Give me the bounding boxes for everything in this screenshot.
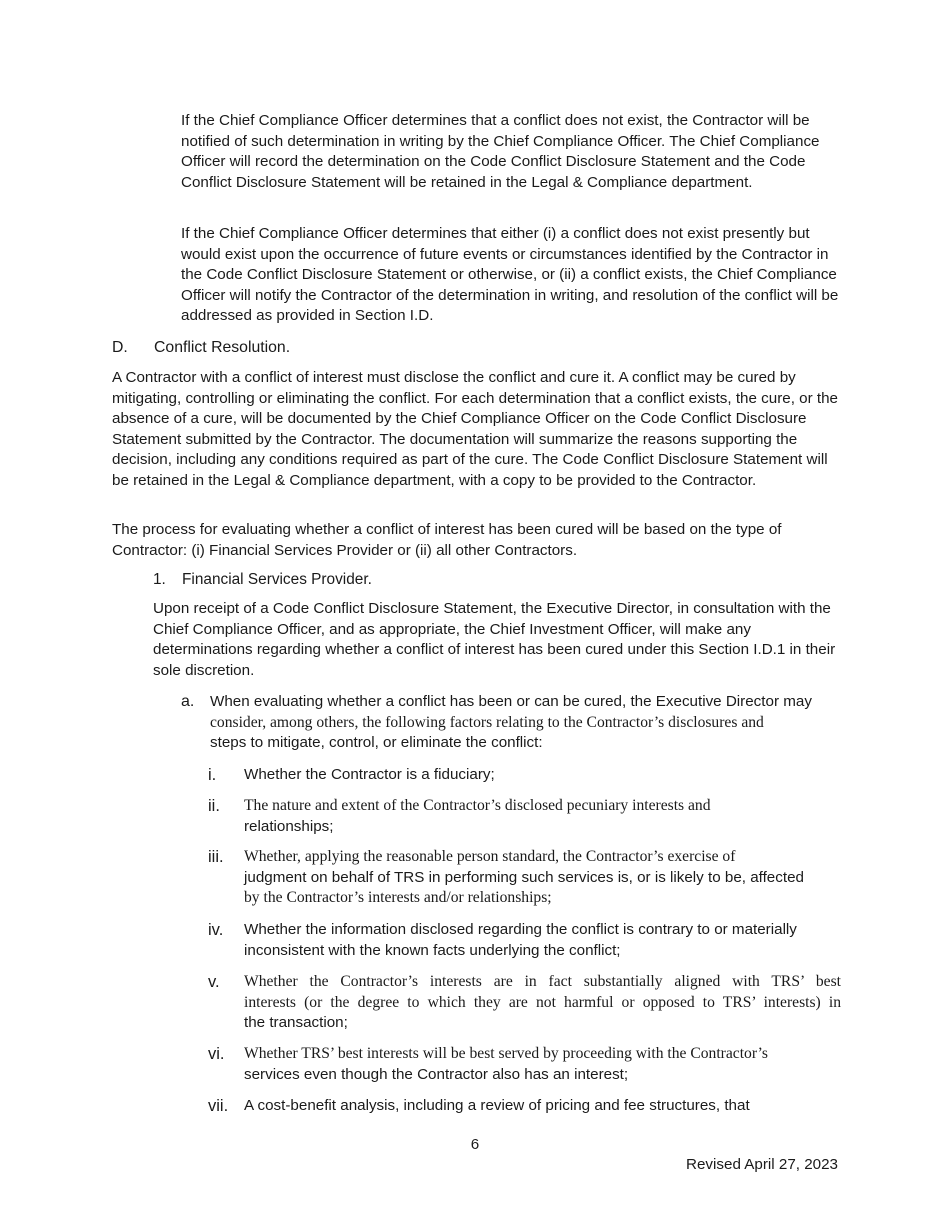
subsection-1-title: Financial Services Provider.: [182, 571, 372, 588]
item-a: [181, 692, 841, 754]
factor-iii-label: iii.: [208, 848, 224, 866]
factor-iii-line-2: judgment on behalf of TRS in performing such services is, or is likely to be, affected: [244, 868, 804, 886]
factor-i: [208, 765, 841, 786]
factor-iii-line-1: Whether, applying the reasonable person standard, the Contractor’s exercise of: [244, 848, 736, 865]
factor-ii-line-1: The nature and extent of the Contractor’s disclosed pecuniary interests and: [244, 797, 711, 814]
factor-vi-line-1: Whether TRS’ best interests will be best served by proceeding with the Contractor’s: [244, 1045, 768, 1062]
factor-iv-text: Whether the information disclosed regarding the conflict is contrary to or materially inconsistent with the known facts underlying the conflict;: [244, 921, 797, 959]
factor-ii-line-2: relationships;: [244, 817, 334, 835]
section-d-heading: [112, 338, 290, 359]
section-d-label: D.: [112, 339, 128, 356]
subsection-1-heading: [153, 570, 372, 591]
item-a-label: a.: [181, 693, 195, 710]
factor-v-line-3: the transaction;: [244, 1014, 348, 1032]
paragraph-evaluation-process: The process for evaluating whether a conflict of interest has been cured will be based on the type of Contractor: (i) Financial Services Provider or (ii) all other Contractors.: [112, 521, 782, 559]
item-a-line-1: When evaluating whether a conflict has been or can be cured, the Executive Director may: [210, 693, 812, 710]
paragraph-no-conflict: If the Chief Compliance Officer determines that a conflict does not exist, the Contractor will be notified of such determination in writing by the Chief Compliance Officer. The Chief Compliance Officer will record the determination on the Code Conflict Disclosure Statement and the Code Conflict Disclosure Statement will be retained in the Legal & Compliance department.: [181, 112, 820, 191]
factor-iii-line-3: by the Contractor’s interests and/or relationships;: [244, 889, 552, 907]
factor-ii: [208, 796, 841, 837]
item-a-line-3: steps to mitigate, control, or eliminate the conflict:: [210, 734, 543, 752]
factor-i-label: i.: [208, 766, 217, 784]
paragraph-financial-services: Upon receipt of a Code Conflict Disclosure Statement, the Executive Director, in consultation with the Chief Compliance Officer, and as appropriate, the Chief Investment Officer, will make any determinations regarding whether a conflict of interest has been cured under this Section I.D.1 in their sole discretion.: [153, 600, 836, 679]
factor-vi-line-2: services even though the Contractor also has an interest;: [244, 1065, 629, 1083]
factor-vii-text: A cost-benefit analysis, including a review of pricing and fee structures, that: [244, 1097, 750, 1114]
item-a-line-2: consider, among others, the following factors relating to the Contractor’s disclosures and: [210, 713, 764, 731]
page-number: 6: [470, 1136, 480, 1153]
revision-date: Revised April 27, 2023: [686, 1156, 838, 1173]
factor-v-line-1: Whether the Contractor’s interests are in fact substantially aligned with TRS’ best: [244, 973, 841, 990]
factor-iii: [208, 847, 841, 909]
paragraph-future-conflict: If the Chief Compliance Officer determines that either (i) a conflict does not exist presently but would exist upon the occurrence of future events or circumstances identified by the Contractor in the Code Conflict Disclosure Statement or otherwise, or (ii) a conflict exists, the Chief Compliance Officer will notify the Contractor of the determination in writing, and resolution of the conflict will be addressed as provided in Section I.D.: [181, 225, 839, 325]
factor-vi-label: vi.: [208, 1045, 225, 1063]
section-d-title: Conflict Resolution.: [154, 339, 291, 356]
factor-v: [208, 972, 841, 1034]
factor-i-text: Whether the Contractor is a fiduciary;: [244, 766, 495, 783]
factor-vii: [208, 1096, 841, 1117]
subsection-1-label: 1.: [153, 571, 166, 588]
factor-iv: [208, 920, 841, 961]
factor-v-label: v.: [208, 973, 220, 991]
factor-vi: [208, 1044, 841, 1085]
paragraph-conflict-resolution: A Contractor with a conflict of interest must disclose the conflict and cure it. A conflict may be cured by mitigating, controlling or eliminating the conflict. For each determination that a conflict exists, the cure, or the absence of a cure, will be documented by the Chief Compliance Officer on the Code Conflict Disclosure Statement submitted by the Contractor. The documentation will summarize the reasons supporting the decision, including any conditions required as part of the cure. The Code Conflict Disclosure Statement will be retained in the Legal & Compliance department, with a copy to be provided to the Contractor.: [112, 369, 838, 489]
factor-iv-label: iv.: [208, 921, 224, 939]
factor-ii-label: ii.: [208, 797, 220, 815]
factor-vii-label: vii.: [208, 1097, 229, 1115]
factor-v-line-2: interests (or the degree to which they are not harmful or opposed to TRS’ interests) in: [244, 993, 841, 1011]
